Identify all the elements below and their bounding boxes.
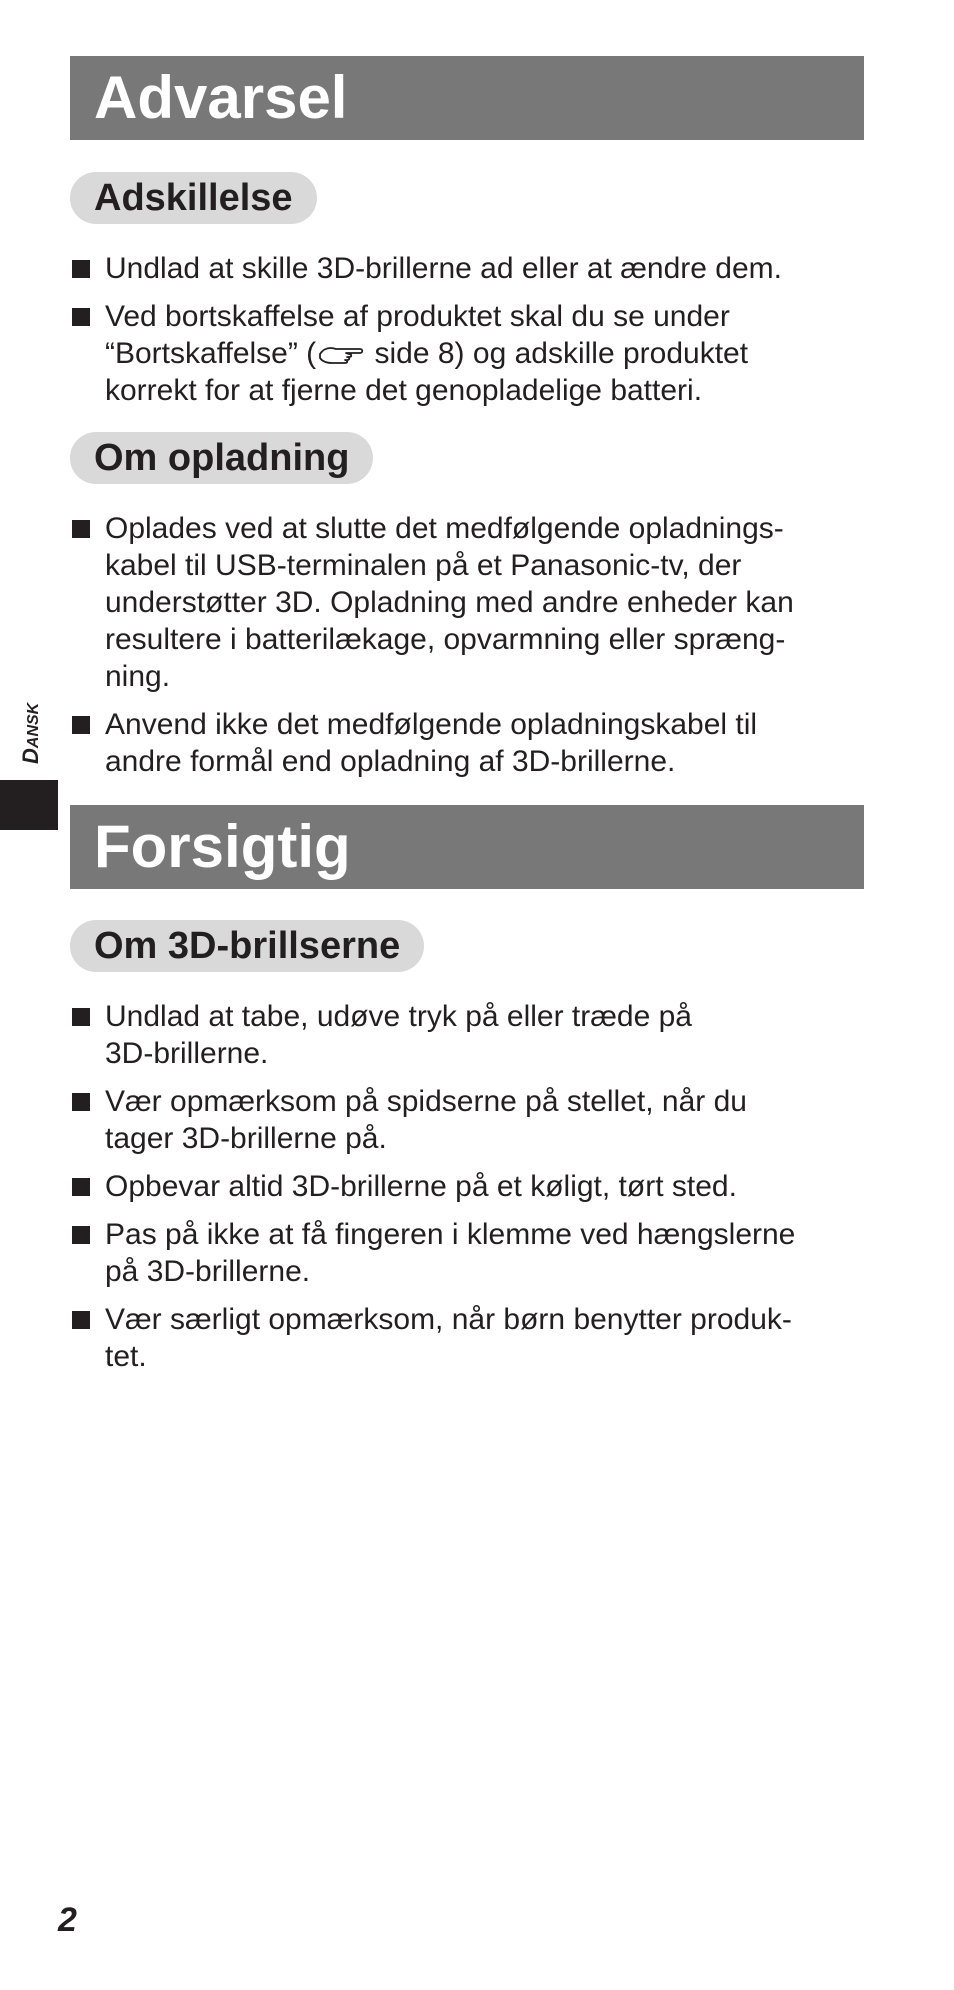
section-heading-om-3d-brillserne: Om 3D-brillserne — [70, 920, 424, 972]
section-heading-adskillelse: Adskillelse — [70, 172, 317, 224]
pointing-hand-icon — [318, 344, 364, 366]
list-item: Oplades ved at slutte det medfølgende opladnings- kabel til USB-terminalen på et Panasonic-tv, der understøtter 3D. Opladning med andre enheder kan resultere i batterilækage, opvarmning eller spræng- ning. — [70, 510, 870, 695]
section-heading-om-opladning: Om opladning — [70, 432, 373, 484]
bullet-square-icon — [72, 1178, 90, 1196]
caution-banner: Forsigtig — [70, 805, 864, 889]
bullet-square-icon — [72, 1093, 90, 1111]
bullet-square-icon — [72, 308, 90, 326]
bullet-square-icon — [72, 260, 90, 278]
list-item: Pas på ikke at få fingeren i klemme ved hængslerne på 3D-brillerne. — [70, 1216, 870, 1290]
adskillelse-list — [70, 250, 870, 420]
list-item: Vær opmærksom på spidserne på stellet, når du tager 3D-brillerne på. — [70, 1083, 870, 1157]
list-item: Undlad at skille 3D-brillerne ad eller at ændre dem. — [70, 250, 870, 287]
list-item: Anvend ikke det medfølgende opladningskabel til andre formål end opladning af 3D-brillerne. — [70, 706, 870, 780]
bullet-square-icon — [72, 1311, 90, 1329]
page-number: 2 — [58, 1901, 77, 1939]
bullet-square-icon — [72, 1008, 90, 1026]
bullet-square-icon — [72, 716, 90, 734]
warning-banner: Advarsel — [70, 56, 864, 140]
om-opladning-list — [70, 510, 870, 791]
bullet-square-icon — [72, 520, 90, 538]
list-item: Ved bortskaffelse af produktet skal du se under “Bortskaffelse” ( side 8) og adskille produktet korrekt for at fjerne det genopladelige batteri. — [70, 298, 870, 409]
om-3d-brillerne-list — [70, 998, 870, 1386]
bullet-square-icon — [72, 1226, 90, 1244]
list-item: Undlad at tabe, udøve tryk på eller træde på 3D-brillerne. — [70, 998, 870, 1072]
list-item: Opbevar altid 3D-brillerne på et køligt, tørt sted. — [70, 1168, 870, 1205]
language-tab-marker — [0, 780, 58, 830]
list-item: Vær særligt opmærksom, når børn benytter produk- tet. — [70, 1301, 870, 1375]
language-tab-label: DANSK — [18, 702, 43, 764]
